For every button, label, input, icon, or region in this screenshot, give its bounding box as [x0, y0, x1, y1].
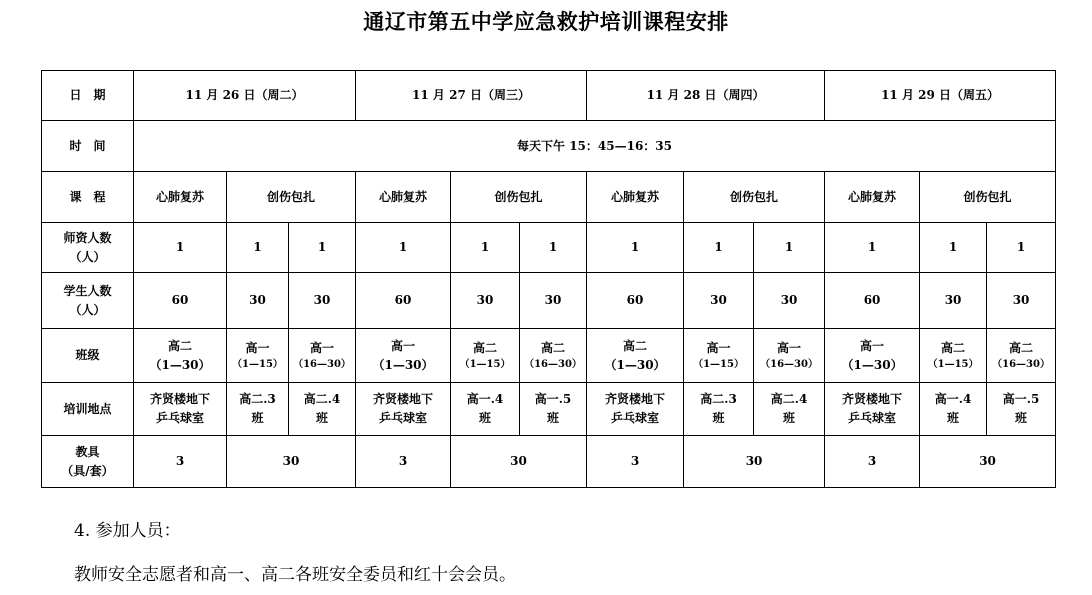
- location-line: 乒乓球室: [155, 411, 204, 425]
- row-label-class: 班级: [42, 329, 134, 383]
- location-line: 高一.5: [1002, 392, 1040, 407]
- date-day-2: 11 月 27 日（周三）: [356, 71, 587, 121]
- time-value: 每天下午 15：45—16：35: [134, 121, 1056, 172]
- equipment-day-1-bandage: 30: [227, 436, 356, 488]
- location-line: 齐贤楼地下: [149, 392, 210, 407]
- row-label-students: [42, 273, 134, 329]
- equipment-day-3-cpr: 3: [587, 436, 684, 488]
- class-range: （1—30）: [372, 357, 434, 372]
- row-date: [42, 71, 1056, 121]
- class-grade: 高一: [706, 341, 731, 356]
- course-day-2-bandage: 创伤包扎: [451, 172, 587, 223]
- equipment-day-2-cpr: 3: [356, 436, 451, 488]
- location-line: 班: [547, 411, 560, 425]
- row-label-date: 日 期: [42, 71, 134, 121]
- class-grade: 高一: [860, 338, 885, 353]
- location-cell: [825, 383, 920, 436]
- row-teachers: [42, 223, 1056, 273]
- location-line: 班: [251, 411, 264, 425]
- class-cell: [825, 329, 920, 383]
- class-cell: [227, 329, 289, 383]
- teachers-cell: 1: [825, 223, 920, 273]
- class-range: （1—30）: [841, 357, 903, 372]
- course-day-1-cpr: 心肺复苏: [134, 172, 227, 223]
- class-grade: 高二: [941, 341, 966, 356]
- location-line: 班: [947, 411, 960, 425]
- students-cell: 60: [587, 273, 684, 329]
- students-cell: 30: [520, 273, 587, 329]
- students-cell: 30: [227, 273, 289, 329]
- class-cell: [920, 329, 987, 383]
- teachers-cell: 1: [289, 223, 356, 273]
- row-course: [42, 172, 1056, 223]
- class-cell: [684, 329, 754, 383]
- location-line: 乒乓球室: [611, 411, 660, 425]
- equipment-day-1-cpr: 3: [134, 436, 227, 488]
- label-line: （人）: [69, 249, 106, 264]
- row-label-location: 培训地点: [42, 383, 134, 436]
- class-cell: [356, 329, 451, 383]
- class-range: （16—30）: [760, 358, 818, 370]
- equipment-day-2-bandage: 30: [451, 436, 587, 488]
- class-range: （16—30）: [293, 358, 351, 370]
- row-equipment: [42, 436, 1056, 488]
- students-cell: 30: [754, 273, 825, 329]
- students-cell: 30: [289, 273, 356, 329]
- location-cell: [987, 383, 1056, 436]
- label-line: （具/套）: [61, 463, 114, 478]
- class-cell: [754, 329, 825, 383]
- class-range: （16—30）: [992, 358, 1050, 370]
- students-cell: 60: [134, 273, 227, 329]
- participants-heading: 4. 参加人员：: [74, 521, 181, 541]
- course-day-3-bandage: 创伤包扎: [684, 172, 825, 223]
- date-day-1: 11 月 26 日（周二）: [134, 71, 356, 121]
- label-line: （人）: [69, 302, 106, 317]
- class-range: （1—30）: [604, 357, 666, 372]
- teachers-cell: 1: [520, 223, 587, 273]
- location-cell: [356, 383, 451, 436]
- location-line: 高二.4: [770, 392, 808, 407]
- location-cell: [451, 383, 520, 436]
- class-range: （1—15）: [459, 358, 511, 370]
- location-line: 齐贤楼地下: [842, 392, 903, 407]
- equipment-day-4-cpr: 3: [825, 436, 920, 488]
- students-cell: 30: [920, 273, 987, 329]
- location-line: 齐贤楼地下: [605, 392, 666, 407]
- students-cell: 60: [356, 273, 451, 329]
- location-line: 齐贤楼地下: [373, 392, 434, 407]
- row-label-time: 时 间: [42, 121, 134, 172]
- location-cell: [754, 383, 825, 436]
- location-line: 班: [783, 411, 796, 425]
- location-line: 乒乓球室: [848, 411, 897, 425]
- students-cell: 30: [987, 273, 1056, 329]
- location-cell: [520, 383, 587, 436]
- location-cell: [289, 383, 356, 436]
- label-line: 师资人数: [63, 230, 112, 245]
- schedule-table: [41, 70, 1056, 488]
- equipment-day-4-bandage: 30: [920, 436, 1056, 488]
- teachers-cell: 1: [754, 223, 825, 273]
- class-grade: 高一: [310, 341, 335, 356]
- class-cell: [587, 329, 684, 383]
- row-students: [42, 273, 1056, 329]
- teachers-cell: 1: [227, 223, 289, 273]
- class-grade: 高一: [391, 338, 416, 353]
- date-day-3: 11 月 28 日（周四）: [587, 71, 825, 121]
- location-line: 高一.5: [534, 392, 572, 407]
- course-day-4-cpr: 心肺复苏: [825, 172, 920, 223]
- label-line: 学生人数: [63, 283, 112, 298]
- class-range: （16—30）: [524, 358, 582, 370]
- class-grade: 高二: [1009, 341, 1034, 356]
- location-line: 班: [479, 411, 492, 425]
- location-cell: [227, 383, 289, 436]
- row-label-course: 课 程: [42, 172, 134, 223]
- row-class: [42, 329, 1056, 383]
- course-day-2-cpr: 心肺复苏: [356, 172, 451, 223]
- location-line: 高二.4: [303, 392, 341, 407]
- course-day-1-bandage: 创伤包扎: [227, 172, 356, 223]
- class-range: （1—15）: [232, 358, 283, 370]
- teachers-cell: 1: [920, 223, 987, 273]
- participants-text: 教师安全志愿者和高一、高二各班安全委员和红十会会员。: [74, 565, 516, 585]
- row-time: [42, 121, 1056, 172]
- document-title: 通辽市第五中学应急救护培训课程安排: [363, 9, 729, 34]
- class-grade: 高一: [777, 341, 802, 356]
- row-label-teachers: [42, 223, 134, 273]
- class-range: （1—15）: [693, 358, 744, 370]
- location-cell: [684, 383, 754, 436]
- class-grade: 高二: [167, 338, 192, 353]
- students-cell: 30: [451, 273, 520, 329]
- equipment-day-3-bandage: 30: [684, 436, 825, 488]
- location-line: 班: [712, 411, 725, 425]
- location-line: 班: [1015, 411, 1028, 425]
- class-range: （1—15）: [927, 358, 979, 370]
- location-line: 乒乓球室: [379, 411, 428, 425]
- row-label-equipment: [42, 436, 134, 488]
- class-cell: [289, 329, 356, 383]
- teachers-cell: 1: [587, 223, 684, 273]
- location-cell: [134, 383, 227, 436]
- teachers-cell: 1: [134, 223, 227, 273]
- course-day-4-bandage: 创伤包扎: [920, 172, 1056, 223]
- class-cell: [134, 329, 227, 383]
- location-cell: [587, 383, 684, 436]
- date-day-4: 11 月 29 日（周五）: [825, 71, 1056, 121]
- label-line: 教具: [75, 444, 100, 459]
- location-cell: [920, 383, 987, 436]
- teachers-cell: 1: [684, 223, 754, 273]
- teachers-cell: 1: [356, 223, 451, 273]
- location-line: 高一.4: [934, 392, 972, 407]
- students-cell: 60: [825, 273, 920, 329]
- teachers-cell: 1: [451, 223, 520, 273]
- course-day-3-cpr: 心肺复苏: [587, 172, 684, 223]
- location-line: 高二.3: [700, 392, 737, 407]
- location-line: 班: [316, 411, 329, 425]
- row-location: [42, 383, 1056, 436]
- class-cell: [987, 329, 1056, 383]
- students-cell: 30: [684, 273, 754, 329]
- class-grade: 高二: [541, 341, 566, 356]
- location-line: 高一.4: [466, 392, 504, 407]
- location-line: 高二.3: [239, 392, 276, 407]
- class-grade: 高一: [245, 341, 270, 356]
- class-grade: 高二: [473, 341, 498, 356]
- class-grade: 高二: [623, 338, 648, 353]
- class-range: （1—30）: [149, 357, 211, 372]
- class-cell: [451, 329, 520, 383]
- teachers-cell: 1: [987, 223, 1056, 273]
- class-cell: [520, 329, 587, 383]
